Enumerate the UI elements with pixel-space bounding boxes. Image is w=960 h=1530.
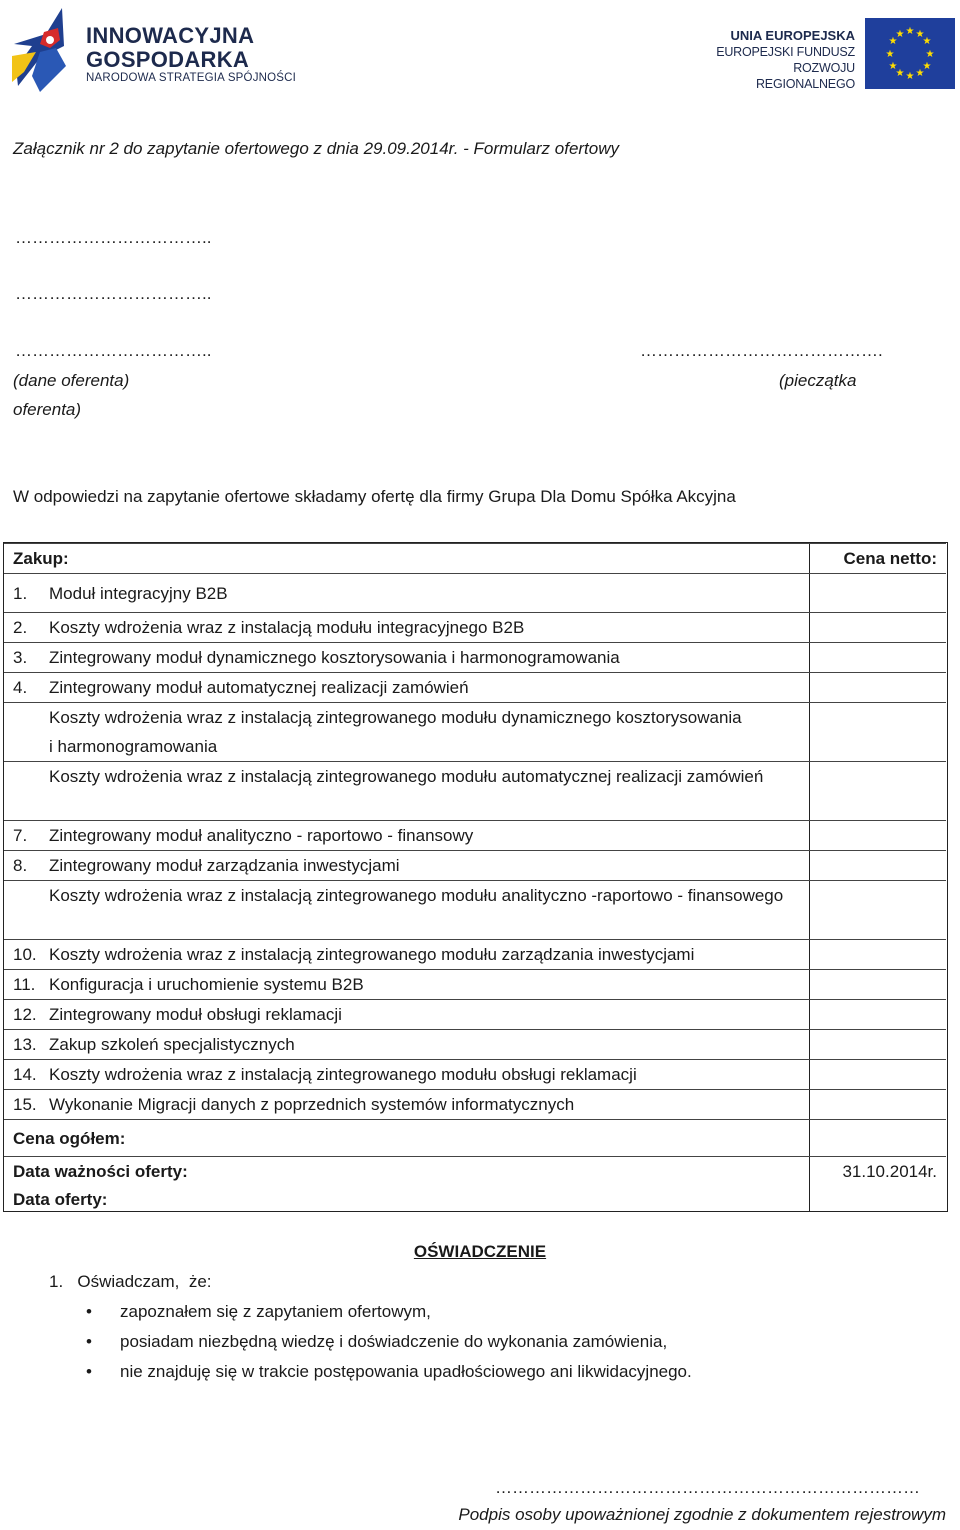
- eu-line-2: EUROPEJSKI FUNDUSZ: [716, 45, 855, 59]
- table-row: [4, 642, 946, 672]
- table-row: [4, 612, 946, 642]
- item-15: 15. Wykonanie Migracji danych z poprzednich systemów informatycznych: [13, 1095, 575, 1114]
- item-8: 8. Zintegrowany moduł zarządzania inwestycjami: [13, 856, 400, 875]
- table-row: [4, 1059, 946, 1089]
- svg-text:★: ★: [905, 26, 915, 37]
- item-12: 12. Zintegrowany moduł obsługi reklamacji: [13, 1005, 342, 1024]
- item-11: 11. Konfiguracja i uruchomienie systemu B2B: [13, 975, 364, 994]
- item-5: Koszty wdrożenia wraz z instalacją zintegrowanego modułu dynamicznego kosztorysowania i harmonogramowania: [49, 708, 742, 756]
- svg-text:★: ★: [915, 68, 925, 79]
- table-row: [4, 1089, 946, 1119]
- table-row: [4, 761, 946, 820]
- item-6: Koszty wdrożenia wraz z instalacją zintegrowanego modułu automatycznej realizacji zamówień: [49, 767, 764, 786]
- svg-text:★: ★: [888, 36, 898, 47]
- validity-row: [4, 1156, 946, 1211]
- signature-caption: Podpis osoby upoważnionej zgodnie z dokumentem rejestrowym: [458, 1505, 946, 1524]
- header-zakup: Zakup:: [13, 549, 69, 568]
- table-header-row: [4, 543, 946, 573]
- item-1: 1. Moduł integracyjny B2B: [13, 584, 228, 603]
- eu-flag-icon: [865, 18, 955, 89]
- table-row: [4, 880, 946, 939]
- eu-line-3: ROZWOJU REGIONALNEGO: [755, 61, 855, 91]
- svg-text:★: ★: [905, 71, 915, 82]
- declaration-point-1: 1. Oświadczam, że:: [49, 1272, 212, 1291]
- offer-date-label: Data oferty:: [13, 1190, 108, 1209]
- eu-fund-label: [700, 28, 855, 92]
- attachment-title: Załącznik nr 2 do zapytanie ofertowego z dnia 29.09.2014r. - Formularz ofertowy: [13, 139, 620, 158]
- dane-oferenta-label: (dane oferenta): [13, 371, 130, 390]
- item-10: 10. Koszty wdrożenia wraz z instalacją zintegrowanego modułu zarządzania inwestycjami: [13, 945, 695, 964]
- oferenta-label: oferenta): [13, 400, 82, 419]
- dotted-line-2: ……………………………..: [15, 284, 212, 303]
- item-13: 13. Zakup szkoleń specjalistycznych: [13, 1035, 295, 1054]
- table-row: [4, 850, 946, 880]
- validity-value: 31.10.2014r.: [842, 1162, 937, 1181]
- innowacyjna-gospodarka-title: INNOWACYJNA GOSPODARKA: [86, 23, 255, 72]
- item-2: 2. Koszty wdrożenia wraz z instalacją modułu integracyjnego B2B: [13, 618, 525, 637]
- item-14: 14. Koszty wdrożenia wraz z instalacją zintegrowanego modułu obsługi reklamacji: [13, 1065, 637, 1084]
- table-row: [4, 672, 946, 702]
- item-7: 7. Zintegrowany moduł analityczno - raportowo - finansowy: [13, 826, 474, 845]
- item-9: Koszty wdrożenia wraz z instalacją zintegrowanego modułu analityczno -raportowo - finansowego: [49, 886, 784, 905]
- svg-text:★: ★: [885, 49, 895, 60]
- declaration-bullet: • zapoznałem się z zapytaniem ofertowym,: [86, 1302, 431, 1321]
- eu-line-1: UNIA EUROPEJSKA: [730, 28, 855, 43]
- table-row: [4, 573, 946, 612]
- declaration-title: OŚWIADCZENIE: [413, 1242, 547, 1261]
- offer-table: [3, 542, 948, 1212]
- total-row: [4, 1119, 946, 1156]
- narodowa-strategia-label: NARODOWA STRATEGIA SPÓJNOŚCI: [86, 72, 297, 84]
- total-label: Cena ogółem:: [13, 1129, 126, 1148]
- declaration-bullet: • nie znajduję się w trakcie postępowania upadłościowego ani likwidacyjnego.: [86, 1362, 692, 1381]
- table-row: [4, 1029, 946, 1059]
- intro-text: W odpowiedzi na zapytanie ofertowe składamy ofertę dla firmy Grupa Dla Domu Spółka Akcyjna: [13, 487, 736, 506]
- svg-text:★: ★: [888, 61, 898, 72]
- table-row: [4, 702, 946, 761]
- validity-label: Data ważności oferty:: [13, 1162, 188, 1181]
- dotted-line-3: ……………………………..: [15, 341, 212, 360]
- signature-dots: …………………………………………………………………: [495, 1478, 920, 1497]
- svg-text:★: ★: [922, 36, 932, 47]
- svg-text:★: ★: [895, 29, 905, 40]
- svg-text:★: ★: [915, 29, 925, 40]
- pieczatka-label: (pieczątka: [779, 371, 857, 390]
- table-row: [4, 820, 946, 850]
- table-row: [4, 969, 946, 999]
- item-3: 3. Zintegrowany moduł dynamicznego kosztorysowania i harmonogramowania: [13, 648, 620, 667]
- dotted-line-stamp: …………………………………….: [640, 341, 883, 360]
- star-emblem-icon: [10, 6, 80, 96]
- svg-text:★: ★: [922, 61, 932, 72]
- table-row: [4, 939, 946, 969]
- dotted-line-1: ……………………………..: [15, 228, 212, 247]
- declaration-bullet: • posiadam niezbędną wiedzę i doświadczenie do wykonania zamówienia,: [86, 1332, 668, 1351]
- table-row: [4, 999, 946, 1029]
- svg-text:★: ★: [895, 68, 905, 79]
- header-cena-netto: Cena netto:: [843, 549, 937, 568]
- item-4: 4. Zintegrowany moduł automatycznej realizacji zamówień: [13, 678, 469, 697]
- svg-text:★: ★: [925, 49, 935, 60]
